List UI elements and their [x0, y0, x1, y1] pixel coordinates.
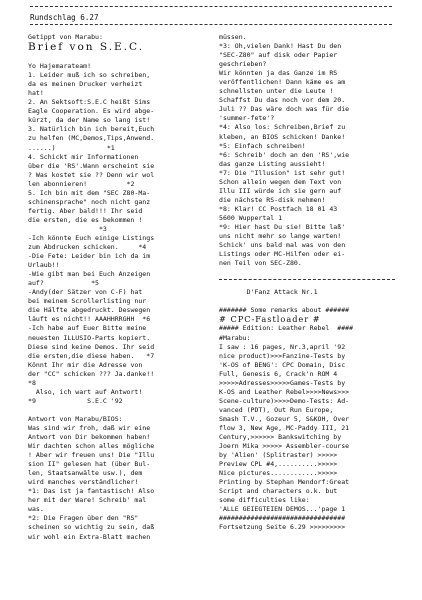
text-line: die ersten,die diese haben. *7	[28, 351, 155, 360]
text-line: der "CC" schicken ??? Ja.danke!!	[28, 369, 155, 378]
text-line: über die 'RS'.Wann erscheint sie	[28, 161, 155, 170]
text-line: Diese sind keine Demos. Ihr seid	[28, 342, 155, 351]
text-line: Script and characters o.k. but	[219, 487, 338, 496]
text-line: zu helfen (MC,Demos,Tips,Anwend.	[28, 134, 155, 143]
header-divider	[30, 24, 392, 25]
text-line: -Die Fete: Leider bin ich da im	[28, 252, 151, 261]
text-line: *9: Hier hast Du sie! Bitte laß'	[219, 222, 346, 231]
text-line: was.	[28, 505, 44, 514]
text-line: *8	[28, 378, 36, 387]
text-line: Urlaub!!	[28, 261, 60, 270]
text-line: Fortsetzung Seite 6.29 >>>>>>>>>	[219, 523, 346, 532]
text-line: Listings oder MC-Hilfen oder ei-	[219, 250, 346, 259]
text-line: vanced (PDT), Out Run Europe,	[219, 405, 334, 414]
text-line: Also, ich wart auf Antwort!	[28, 387, 143, 396]
text-line: ? Was kostet sie ?? Denn wir wol	[28, 170, 155, 179]
article-title: D'Fanz Attack Nr.1	[219, 288, 318, 297]
spacer	[219, 268, 395, 277]
text-line: #Marabu:	[219, 333, 251, 342]
text-line: "SEC-Z80" auf disk oder Papier	[219, 51, 338, 60]
text-line: Schon allein wegen dem Text von	[219, 177, 342, 186]
text-line: Antwort von Marabu/BIOS:	[28, 414, 123, 423]
text-line: läuft es nicht!! AAAHHRRGHH *6	[28, 315, 151, 324]
text-line: -Andy(der Sätzer von C-F) hat	[28, 288, 143, 297]
text-line: 4. Schickt mir Informationen	[28, 152, 139, 161]
text-line: flow 3, New Age, MC-Paddy III, 21	[219, 423, 350, 432]
text-line: auf? *5	[28, 279, 99, 288]
text-line: *2: Die Fragen über den "RS"	[28, 514, 139, 523]
text-line: bei meinem Scrollerlisting nur	[28, 297, 147, 306]
text-line: 'summer-fete'?	[219, 114, 275, 123]
text-line: 'K-OS of BENG': CPC Domain, Disc	[219, 360, 346, 369]
text-line: Schick' uns bald mal was von den	[219, 241, 346, 250]
text-line: 3. Natürlich bin ich bereit,Euch	[28, 125, 155, 134]
text-line: -Wie gibt man bei Euch Anzeigen	[28, 270, 151, 279]
text-line: *1: Das ist ja fantastisch! Also	[28, 487, 155, 496]
text-line: neuesten ILLUSIO-Parts kopiert.	[28, 333, 151, 342]
text-line: *9 S.E.C '92	[28, 396, 123, 405]
text-line	[28, 406, 200, 415]
text-line: *5: Einfach schreiben!	[219, 141, 306, 150]
text-line: Juli ?? Das wäre doch was für die	[219, 105, 350, 114]
text-line: len, Staatsanwälte usw.), dem	[28, 469, 143, 478]
text-line: Smash T.V., Gozeur 5, S&KOH, Over	[219, 414, 350, 423]
text-line: -Ich könnte Euch einige Listings	[28, 233, 155, 242]
box-border: ####### Some remarks about ######	[219, 306, 350, 315]
text-line: Preview CPL #4,..........>>>>>	[219, 460, 338, 469]
text-line: ......) *1	[28, 143, 115, 152]
text-line: *6: Schreib' doch an den 'RS',wie	[219, 150, 350, 159]
text-line: Nice pictures............>>>>>	[219, 469, 338, 478]
text-line: ##### Edition: Leather Rebel ####	[219, 324, 354, 333]
text-line: das ganze Listing aussieht!	[219, 159, 326, 168]
section-divider	[219, 279, 395, 288]
text-line: 5600 Wuppertal 1	[219, 213, 283, 222]
text-line	[219, 297, 395, 306]
text-line: Was sind wir froh, daß wir eine	[28, 423, 151, 432]
text-line: Getippt von Marabu:	[28, 33, 103, 41]
text-line	[28, 53, 200, 62]
text-line: Century,>>>>>> Bankswitching by	[219, 433, 342, 442]
text-line: Printing by Stephan Mendorf:Great	[219, 478, 350, 487]
text-line: *4: Also los: Schreiben,Brief zu	[219, 123, 346, 132]
text-line: wird manches verständlicher!	[28, 478, 139, 487]
text-line: 5. Ich bin mit dem "SEC Z80-Ma-	[28, 188, 151, 197]
text-line: 'ALLE GEIEGTEIEN DEMOS...'page 1	[219, 505, 346, 514]
text-line: uns nicht mehr so lange warten!	[219, 232, 342, 241]
text-line: wir wohl ein Extra-Blatt machen	[28, 532, 151, 541]
left-column	[28, 33, 200, 542]
text-line: *8: Klar! CC Postfach 18 01 43	[219, 204, 338, 213]
text-line: >>>>>Adresses>>>>>Games-Tests by	[219, 378, 346, 387]
text-line: Yo Hajemarateam!	[28, 62, 92, 71]
text-line: Full, Genesis 6, Crack'n ROM 4	[219, 369, 338, 378]
top-divider	[30, 6, 392, 7]
text-line: schnellsten unter die Leute !	[219, 87, 334, 96]
text-line: Antwort von Dir bekommen haben!	[28, 433, 151, 442]
text-line: *7: Die "Illusion" ist sehr gut!	[219, 168, 346, 177]
text-line: die nächste RS-disk nehmen!	[219, 195, 326, 204]
text-line: fertig. Aber bald!!! Ihr seid	[28, 206, 143, 215]
box-title: # CPC-Fastloader #	[219, 314, 321, 325]
letter-title: Brief von S.E.C.	[28, 41, 145, 54]
text-line: some difficulties like:	[219, 496, 310, 505]
issue-header: Rundschlag 6.27	[30, 13, 99, 22]
text-line: 2. An Sektsoft:S.E.C heißt Sims	[28, 98, 151, 107]
text-line: die Hälfte abgedruckt. Deswegen	[28, 306, 151, 315]
text-line: by 'Alien' (Splitraster) >>>>>	[219, 451, 338, 460]
text-line: -Ich habe auf Euer Bitte meine	[28, 324, 147, 333]
text-line: ################################	[219, 514, 346, 523]
text-line: Joern Mika >>>>> Assembler-course	[219, 442, 350, 451]
text-line: Wir dachten schon alles mögliche	[28, 442, 155, 451]
text-line: müssen.	[219, 33, 247, 41]
text-line: veröffentlichen! Dann käme es am	[219, 78, 346, 87]
text-line: ! Aber wir freuen uns! Die "Illu	[28, 451, 155, 460]
text-line: Scene-culture)>>>>Demo-Tests: Ad-	[219, 396, 350, 405]
text-line: nice product)>>>Fanzine-Tests by	[219, 351, 346, 360]
text-line: *3: Oh,vielen Dank! Hast Du den	[219, 42, 342, 51]
text-line: hat!	[28, 89, 44, 98]
text-line: kleben, an BIOS schicken! Danke!	[219, 132, 346, 141]
right-column	[219, 33, 395, 533]
text-line: geschrieben?	[219, 60, 267, 69]
text-line: zum Abdrucken schicken. *4	[28, 243, 147, 252]
text-line: kürzt, da der Name so lang ist!	[28, 116, 151, 125]
text-line: Wir könnten ja das Ganze im RS	[219, 69, 338, 78]
text-line: sion II" gelesen hat (über Bul-	[28, 460, 151, 469]
text-line: nen Teil von SEC-Z80.	[219, 259, 302, 268]
text-line: her mit der Ware! Schreib' mal	[28, 496, 147, 505]
text-line: Eagle Cooperation. Es wird abge-	[28, 107, 155, 116]
text-line: 1. Leider muß ich so schreiben,	[28, 71, 151, 80]
text-line: die ersten, die es bekommen !	[28, 215, 143, 224]
text-line: schinensprache" noch nicht ganz	[28, 197, 151, 206]
text-line: Schaffst Du das noch vor dem 20.	[219, 96, 346, 105]
text-line: K-OS and Leather Rebel>>>>News>>>	[219, 387, 350, 396]
text-line: len abonnieren! *2	[28, 179, 135, 188]
text-line: Könnt Ihr mir die Adresse von	[28, 360, 143, 369]
text-line: da es meinen Drucker verheizt	[28, 80, 143, 89]
text-line: scheinen so wichtig zu sein, daß	[28, 523, 155, 532]
text-line: Illu III würde ich sie gern auf	[219, 186, 342, 195]
text-line: *3	[28, 224, 107, 233]
text-line: I saw : 16 pages, Nr.3,april '92	[219, 342, 346, 351]
